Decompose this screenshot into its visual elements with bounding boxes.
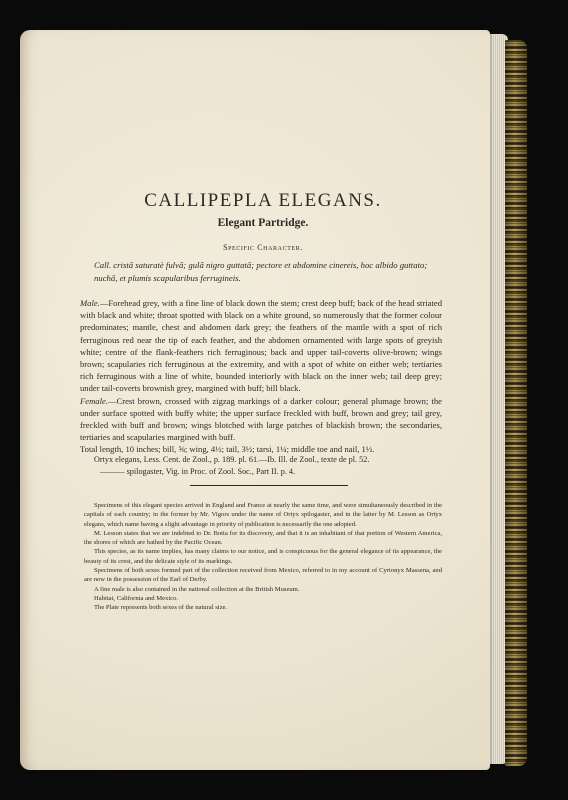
female-label: Female. bbox=[80, 395, 108, 406]
reference-item: Ortyx elegans, Less. Cent. de Zool., p. 189. pl. 61.—Ib. Ill. de Zool., texte de pl. 52. bbox=[94, 455, 370, 464]
female-description bbox=[80, 395, 442, 444]
male-label: Male. bbox=[80, 298, 100, 308]
common-name: Elegant Partridge. bbox=[217, 217, 309, 229]
measurements: Total length, 10 inches; bill, ⅝; wing, 4½; tail, 3½; tarsi, 1¼; middle toe and nail, 1½. bbox=[80, 444, 375, 455]
note-paragraph: A fine male is also contained in the national collection at the British Museum. bbox=[94, 585, 300, 593]
notes bbox=[84, 501, 442, 613]
divider-rule bbox=[190, 485, 348, 486]
specific-character-heading: Specific Character. bbox=[223, 243, 303, 252]
note-paragraph: This species, as its name implies, has many claims to our notice, and is conspicuous for the general elegance of its appearance, the beauty of its crest, and the delicate style of its markings. bbox=[84, 548, 442, 565]
specific-character-text: Call. cristâ saturatè fulvâ; gulâ nigro guttatâ; pectore et abdomine cinereis, hoc albido guttato; nuchâ, et plumis scapularibus ferrugineis. bbox=[94, 260, 428, 283]
male-text: —Forehead grey, with a fine line of black down the stem; crest deep buff; back of the head striated with black and white; throat spotted with black on a white ground, so numerously that the former colour predominates; mantle, chest and abdomen dark grey; the feathers of the mantle with a spot of rich ferruginous red near the tip of each feather, and the abdomen ornamented with large spots of greyish white; centre of the flank-feathers rich ferruginous; back and upper tail-coverts olive-brown; wings brown; scapularies rich ferruginous at the extremity, and with a spot of white on either web; tertiaries rich ferruginous with a line of white, bounded interiorly with black on the inner web; tail deep grey; under tail-coverts brownish grey, margined with buff; bill black. bbox=[80, 298, 442, 394]
marbled-cover bbox=[505, 40, 527, 766]
book-page bbox=[20, 30, 490, 770]
note-paragraph: Specimens of this elegant species arrived in England and France at nearly the same time, and were simultaneously described in the capitals of each country; in the former by Mr. Vigors under the name of Ortyx spilogaster, and in the latter by M. Lesson as Ortyx elegans, which name having a slight advantage in priority of publication is necessarily the one adopted. bbox=[84, 502, 442, 528]
male-description bbox=[80, 297, 442, 395]
note-paragraph: M. Lesson states that we are indebted to Dr. Botta for its discovery, and that it is an inhabitant of that portion of Western America, the shores of which are bathed by the Pacific Ocean. bbox=[84, 529, 442, 547]
note-paragraph: Specimens of both sexes formed part of the collection received from Mexico, referred to in my account of Cyrtonyx Massena, and are now in the possession of the Earl of Derby. bbox=[84, 567, 442, 584]
description bbox=[80, 297, 442, 456]
species-title: CALLIPEPLA ELEGANS. bbox=[144, 190, 382, 211]
reference-item: ——— spilogaster, Vig. in Proc. of Zool. Soc., Part II. p. 4. bbox=[100, 467, 296, 476]
note-paragraph: The Plate represents both sexes of the natural size. bbox=[94, 604, 228, 612]
references bbox=[94, 454, 442, 478]
female-text: —Crest brown, crossed with zigzag markings of a darker colour; general plumage brown; the under surface spotted with buffy white; the upper surface freckled with buff, brown and grey; tail grey, freckled with buff and brown; wings blotched with large patches of blackish brown; the secondaries, tertiaries and scapularies margined with buff. bbox=[80, 395, 442, 443]
note-paragraph: Habitat, California and Mexico. bbox=[94, 594, 179, 602]
